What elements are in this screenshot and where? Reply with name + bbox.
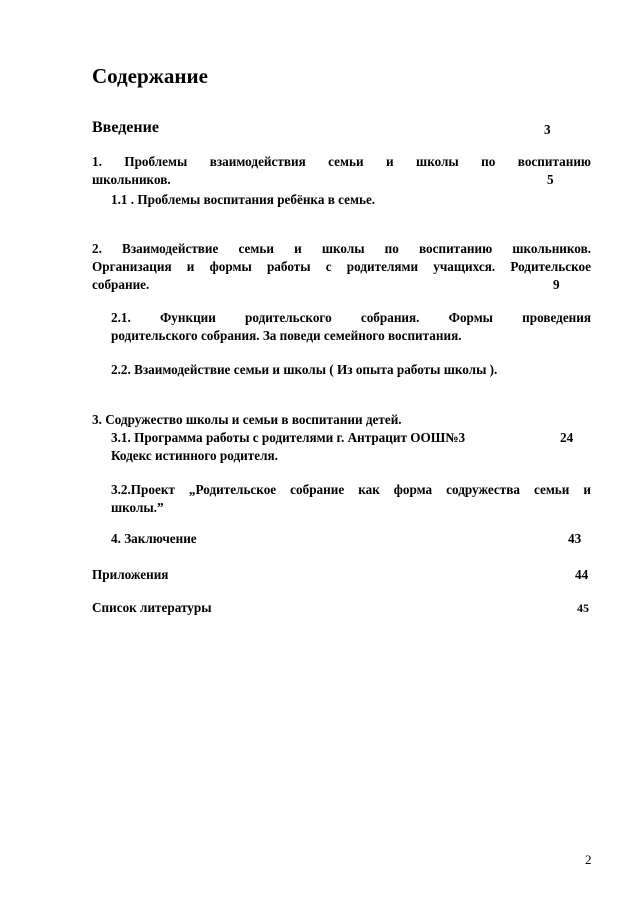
toc-s2-page: 9 — [553, 277, 560, 292]
toc-intro-label: Введение — [92, 119, 159, 136]
toc-literature-page: 45 — [577, 601, 589, 615]
toc-s3-sub1-page: 24 — [560, 430, 574, 445]
toc-s1-line2: школьников. — [92, 172, 171, 187]
toc-s1-sub1: 1.1 . Проблемы воспитания ребёнка в семье. — [111, 192, 376, 207]
toc-s3-sub1-cont: Кодекс истинного родителя. — [111, 448, 278, 463]
toc-intro-page: 3 — [544, 122, 551, 137]
toc-s3-line1: 3. Содружество школы и семьи в воспитании детей. — [92, 412, 402, 427]
page-number: 2 — [585, 852, 592, 867]
toc-appendix-label: Приложения — [92, 567, 169, 582]
toc-s3-sub2-line1: 3.2.Проект „Родительское собрание как форма содружества семьи и — [111, 482, 591, 497]
toc-s2-sub1-line1: 2.1. Функции родительского собрания. Формы проведения — [111, 310, 591, 325]
toc-title: Содержание — [92, 64, 208, 88]
toc-s4-page: 43 — [568, 531, 582, 546]
toc-appendix-page: 44 — [575, 567, 589, 582]
toc-s2-line3: собрание. — [92, 277, 150, 292]
toc-s2-sub2: 2.2. Взаимодействие семьи и школы ( Из опыта работы школы ). — [111, 362, 498, 377]
toc-s2-line1: 2. Взаимодействие семьи и школы по воспитанию школьников. — [92, 241, 591, 256]
toc-s1-page: 5 — [547, 172, 554, 187]
toc-s3-sub2-line2: школы.” — [111, 500, 164, 515]
toc-s3-sub1: 3.1. Программа работы с родителями г. Антрацит ООШ№3 — [111, 430, 466, 445]
toc-s2-line2: Организация и формы работы с родителями учащихся. Родительское — [92, 259, 591, 274]
toc-literature-label: Список литературы — [92, 600, 212, 615]
toc-s2-sub1-line2: родительского собрания. За поведи семейного воспитания. — [111, 328, 462, 343]
toc-s4-label: 4. Заключение — [111, 531, 197, 546]
toc-s1-line1: 1. Проблемы взаимодействия семьи и школы по воспитанию — [92, 154, 591, 169]
